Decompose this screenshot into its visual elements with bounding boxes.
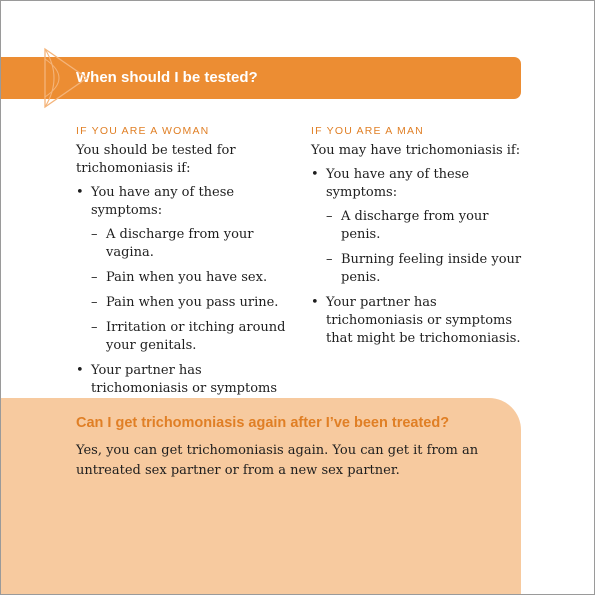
dash-icon: – bbox=[326, 252, 333, 267]
woman-heading: IF YOU ARE A WOMAN bbox=[76, 125, 210, 137]
bullet-text: Your partner has trichomoniasis or symptoms bbox=[91, 363, 278, 396]
list-item bbox=[91, 269, 301, 287]
woman-column bbox=[76, 125, 301, 422]
dash-icon: – bbox=[91, 320, 98, 335]
list-item bbox=[311, 166, 526, 287]
man-symptom-list bbox=[326, 208, 526, 287]
bullet-text: Your partner has trichomoniasis or symptoms that might be trichomoniasis. bbox=[326, 295, 521, 346]
man-column bbox=[311, 125, 526, 354]
woman-bullet-list bbox=[76, 184, 301, 416]
symptom-text: Pain when you pass urine. bbox=[106, 295, 279, 310]
bullet-icon: • bbox=[76, 363, 84, 378]
faq-panel bbox=[1, 398, 521, 595]
dash-icon: – bbox=[326, 209, 333, 224]
list-item bbox=[326, 251, 526, 287]
symptom-text: A discharge from your vagina. bbox=[106, 227, 254, 260]
bullet-icon: • bbox=[311, 295, 319, 310]
dash-icon: – bbox=[91, 270, 98, 285]
symptom-text: Burning feeling inside your penis. bbox=[341, 252, 522, 285]
bullet-icon: • bbox=[311, 167, 319, 182]
symptom-text: A discharge from your penis. bbox=[341, 209, 489, 242]
list-item bbox=[91, 226, 301, 262]
panel-title: Can I get trichomoniasis again after I’ve been treated? bbox=[76, 415, 450, 431]
list-item bbox=[91, 319, 301, 355]
list-item bbox=[311, 294, 526, 348]
dash-icon: – bbox=[91, 227, 98, 242]
man-heading: IF YOU ARE A MAN bbox=[311, 125, 424, 137]
list-item bbox=[91, 294, 301, 312]
triangle-logo-icon bbox=[41, 47, 91, 109]
woman-symptom-list bbox=[91, 226, 301, 355]
banner-title: When should I be tested? bbox=[76, 69, 258, 86]
list-item bbox=[326, 208, 526, 244]
symptom-text: Irritation or itching around your genitals. bbox=[106, 320, 286, 353]
bullet-text: You have any of these symptoms: bbox=[326, 167, 470, 200]
bullet-text: You have any of these symptoms: bbox=[91, 185, 235, 218]
man-intro: You may have trichomoniasis if: bbox=[311, 143, 521, 158]
man-bullet-list bbox=[311, 166, 526, 348]
symptom-text: Pain when you have sex. bbox=[106, 270, 268, 285]
panel-body: Yes, you can get trichomoniasis again. You can get it from an untreated sex partner or from a new sex partner. bbox=[76, 443, 479, 478]
list-item bbox=[76, 184, 301, 355]
bullet-icon: • bbox=[76, 185, 84, 200]
dash-icon: – bbox=[91, 295, 98, 310]
woman-intro: You should be tested for trichomoniasis if: bbox=[76, 143, 236, 176]
